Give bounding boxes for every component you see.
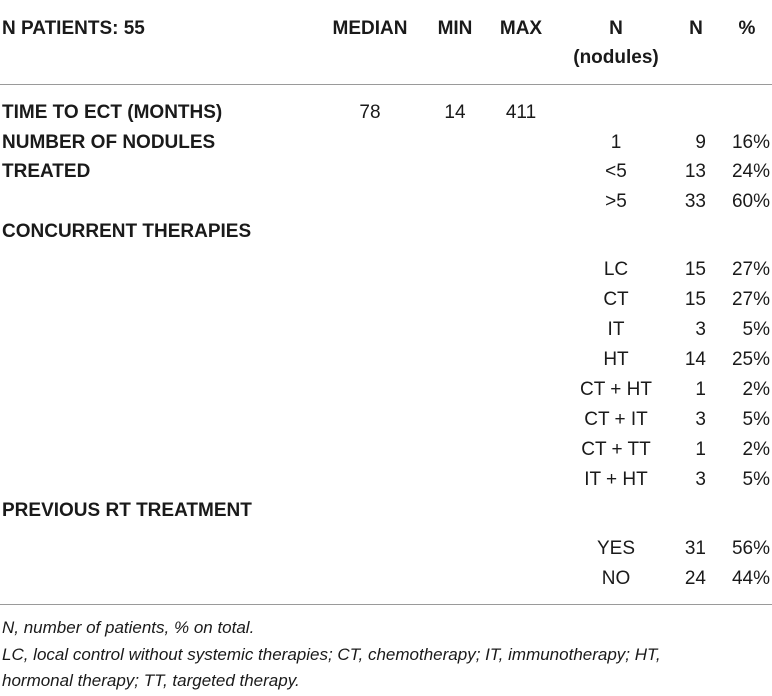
table-row-category: 1 xyxy=(610,132,622,153)
header-max: MAX xyxy=(499,18,543,39)
table-row-n: 3 xyxy=(695,319,706,340)
row-label-previous-rt: PREVIOUS RT TREATMENT xyxy=(2,500,252,521)
header-divider xyxy=(0,84,772,85)
table-row-n: 9 xyxy=(695,132,706,153)
table-row-category: CT xyxy=(603,289,629,310)
table-row-pct: 44% xyxy=(731,568,770,589)
header-n-nodules: N xyxy=(609,18,623,39)
table-row-category: NO xyxy=(601,568,631,589)
table-row-n: 13 xyxy=(684,161,706,182)
header-pct: % xyxy=(738,18,756,39)
header-min: MIN xyxy=(437,18,473,39)
table-row-pct: 24% xyxy=(731,161,770,182)
table-row-n: 1 xyxy=(695,439,706,460)
header-n: N xyxy=(689,18,703,39)
table-row-category: IT xyxy=(607,319,625,340)
table-row-pct: 5% xyxy=(742,409,770,430)
table-row-n: 14 xyxy=(684,349,706,370)
time-to-ect-min: 14 xyxy=(444,102,466,123)
table-row-pct: 5% xyxy=(742,469,770,490)
footnote-abbrev-therapies-cont: hormonal therapy; TT, targeted therapy. xyxy=(2,671,300,690)
row-label-nodules: NUMBER OF NODULES xyxy=(2,132,216,153)
table-row-n: 1 xyxy=(695,379,706,400)
table-row-category: >5 xyxy=(605,191,627,212)
table-row-n: 3 xyxy=(695,409,706,430)
table-row-category: CT + HT xyxy=(580,379,652,400)
footnote-abbrev-therapies: LC, local control without systemic therapies; CT, chemotherapy; IT, immunotherapy; HT, xyxy=(2,645,661,664)
table-row-pct: 5% xyxy=(742,319,770,340)
table-row-category: IT + HT xyxy=(584,469,648,490)
table-row-category: HT xyxy=(603,349,629,370)
row-label-concurrent: CONCURRENT THERAPIES xyxy=(2,221,252,242)
row-label-nodules-cont: TREATED xyxy=(2,161,91,182)
footnote-abbrev-n: N, number of patients, % on total. xyxy=(2,618,255,637)
header-n-nodules-sub: (nodules) xyxy=(573,47,659,68)
table-row-pct: 27% xyxy=(731,289,770,310)
table-row-n: 33 xyxy=(684,191,706,212)
table-row-pct: 2% xyxy=(742,439,770,460)
table-row-pct: 2% xyxy=(742,379,770,400)
table-row-n: 15 xyxy=(684,289,706,310)
table-row-n: 24 xyxy=(684,568,706,589)
table-row-category: <5 xyxy=(605,161,627,182)
table-row-n: 15 xyxy=(684,259,706,280)
table-row-n: 3 xyxy=(695,469,706,490)
header-median: MEDIAN xyxy=(332,18,408,39)
table-row-pct: 16% xyxy=(731,132,770,153)
footer-divider xyxy=(0,604,772,605)
time-to-ect-median: 78 xyxy=(359,102,381,123)
table-row-n: 31 xyxy=(684,538,706,559)
time-to-ect-max: 411 xyxy=(505,102,537,123)
table-row-pct: 27% xyxy=(731,259,770,280)
table-row-pct: 56% xyxy=(731,538,770,559)
header-label: N PATIENTS: 55 xyxy=(2,18,145,39)
table-row-pct: 25% xyxy=(731,349,770,370)
table-row-category: YES xyxy=(596,538,636,559)
table-row-category: CT + IT xyxy=(584,409,648,430)
table-row-pct: 60% xyxy=(731,191,770,212)
table-row-category: LC xyxy=(603,259,629,280)
table-row-category: CT + TT xyxy=(581,439,651,460)
row-label-time-to-ect: TIME TO ECT (MONTHS) xyxy=(2,102,223,123)
